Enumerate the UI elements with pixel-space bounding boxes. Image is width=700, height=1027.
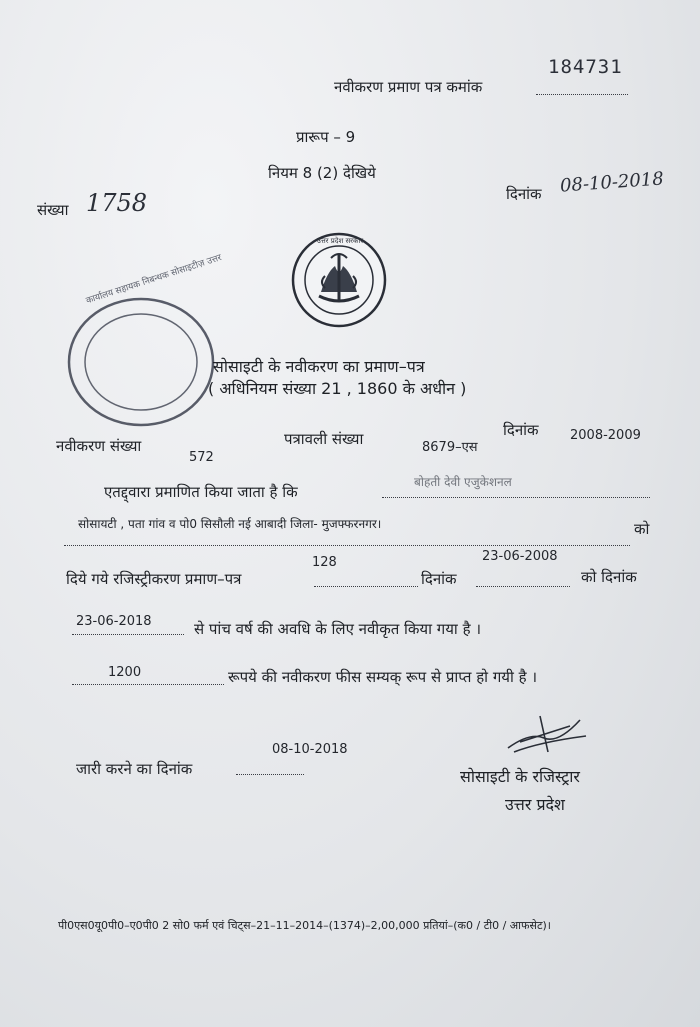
on-date-label: को दिनांक xyxy=(581,568,637,586)
rule-label: नियम 8 (2) देखिये xyxy=(268,164,376,182)
issue-date-label: जारी करने का दिनांक xyxy=(76,760,193,778)
serial-label: संख्या xyxy=(37,201,69,219)
year-date-label: दिनांक xyxy=(503,421,539,439)
valid-date: 23-06-2018 xyxy=(76,614,152,629)
renewed-text: से पांच वर्ष की अवधि के लिए नवीकृत किया गया है । xyxy=(194,620,482,638)
certificate-subtitle: ( अधिनियम संख्या 21 , 1860 के अधीन ) xyxy=(208,379,467,398)
cert-no-line xyxy=(536,94,628,95)
registrar-line2: उत्तर प्रदेश xyxy=(505,795,565,814)
form-label: प्रारूप – 9 xyxy=(296,128,356,146)
date-label: दिनांक xyxy=(506,185,542,203)
renewal-no: 572 xyxy=(189,450,214,465)
date-handwritten: 08-10-2018 xyxy=(559,168,665,197)
certify-text: एतद्द्वारा प्रमाणित किया जाता है कि xyxy=(104,483,298,501)
to-label: को xyxy=(634,520,650,538)
seal-icon xyxy=(66,296,216,428)
file-no-label: पत्रावली संख्या xyxy=(284,430,364,448)
reg-date-label: दिनांक xyxy=(421,570,457,588)
reg-no-line xyxy=(314,586,418,587)
renewal-no-label: नवीकरण संख्या xyxy=(56,437,142,455)
given-reg-label: दिये गये रजिस्ट्रीकरण प्रमाण–पत्र xyxy=(66,570,242,588)
certificate-title: सोसाइटी के नवीकरण का प्रमाण–पत्र xyxy=(213,357,425,376)
emblem-text: उत्तर प्रदेश सरकार xyxy=(317,237,364,245)
year: 2008-2009 xyxy=(570,428,641,443)
file-no: 8679–एस xyxy=(422,440,478,455)
office-seal xyxy=(66,252,223,428)
issue-date: 08-10-2018 xyxy=(272,742,348,757)
fee-line xyxy=(72,684,224,685)
seal-text: कार्यालय सहायक निबन्धक सोसाइटीज़ उत्तर xyxy=(84,252,223,307)
reg-no: 128 xyxy=(312,555,337,570)
emblem xyxy=(291,232,387,328)
renewal-cert-no: 184731 xyxy=(548,56,623,78)
emblem-icon xyxy=(291,232,387,328)
footer-print-info: पी0एस0यू0पी0–ए0पी0 2 सो0 फर्म एवं चिट्स–21–11–2014–(1374)–2,00,000 प्रतियां–(क0 / टी0 / आफसेट)। xyxy=(58,919,551,932)
reg-date: 23-06-2008 xyxy=(482,549,558,564)
serial-no: 1758 xyxy=(86,189,148,217)
renewal-cert-no-label: नवीकरण प्रमाण पत्र कमांक xyxy=(334,78,483,96)
address: सोसायटी , पता गांव व पो0 सिसौली नई आबादी जिला- मुजफ्फरनगर। xyxy=(78,517,382,531)
fee-amount: 1200 xyxy=(108,665,142,680)
society-name: बोहती देवी एजुकेशनल xyxy=(414,475,512,489)
reg-date-line xyxy=(476,586,570,587)
issue-date-line xyxy=(236,774,304,775)
registrar-line1: सोसाइटी के रजिस्ट्रार xyxy=(460,767,580,786)
signature-icon xyxy=(500,712,590,756)
address-line xyxy=(64,545,630,546)
fee-text: रूपये की नवीकरण फीस सम्यक् रूप से प्राप्त हो गयी है । xyxy=(228,668,538,686)
valid-date-line xyxy=(72,634,184,635)
society-name-line xyxy=(382,497,650,498)
